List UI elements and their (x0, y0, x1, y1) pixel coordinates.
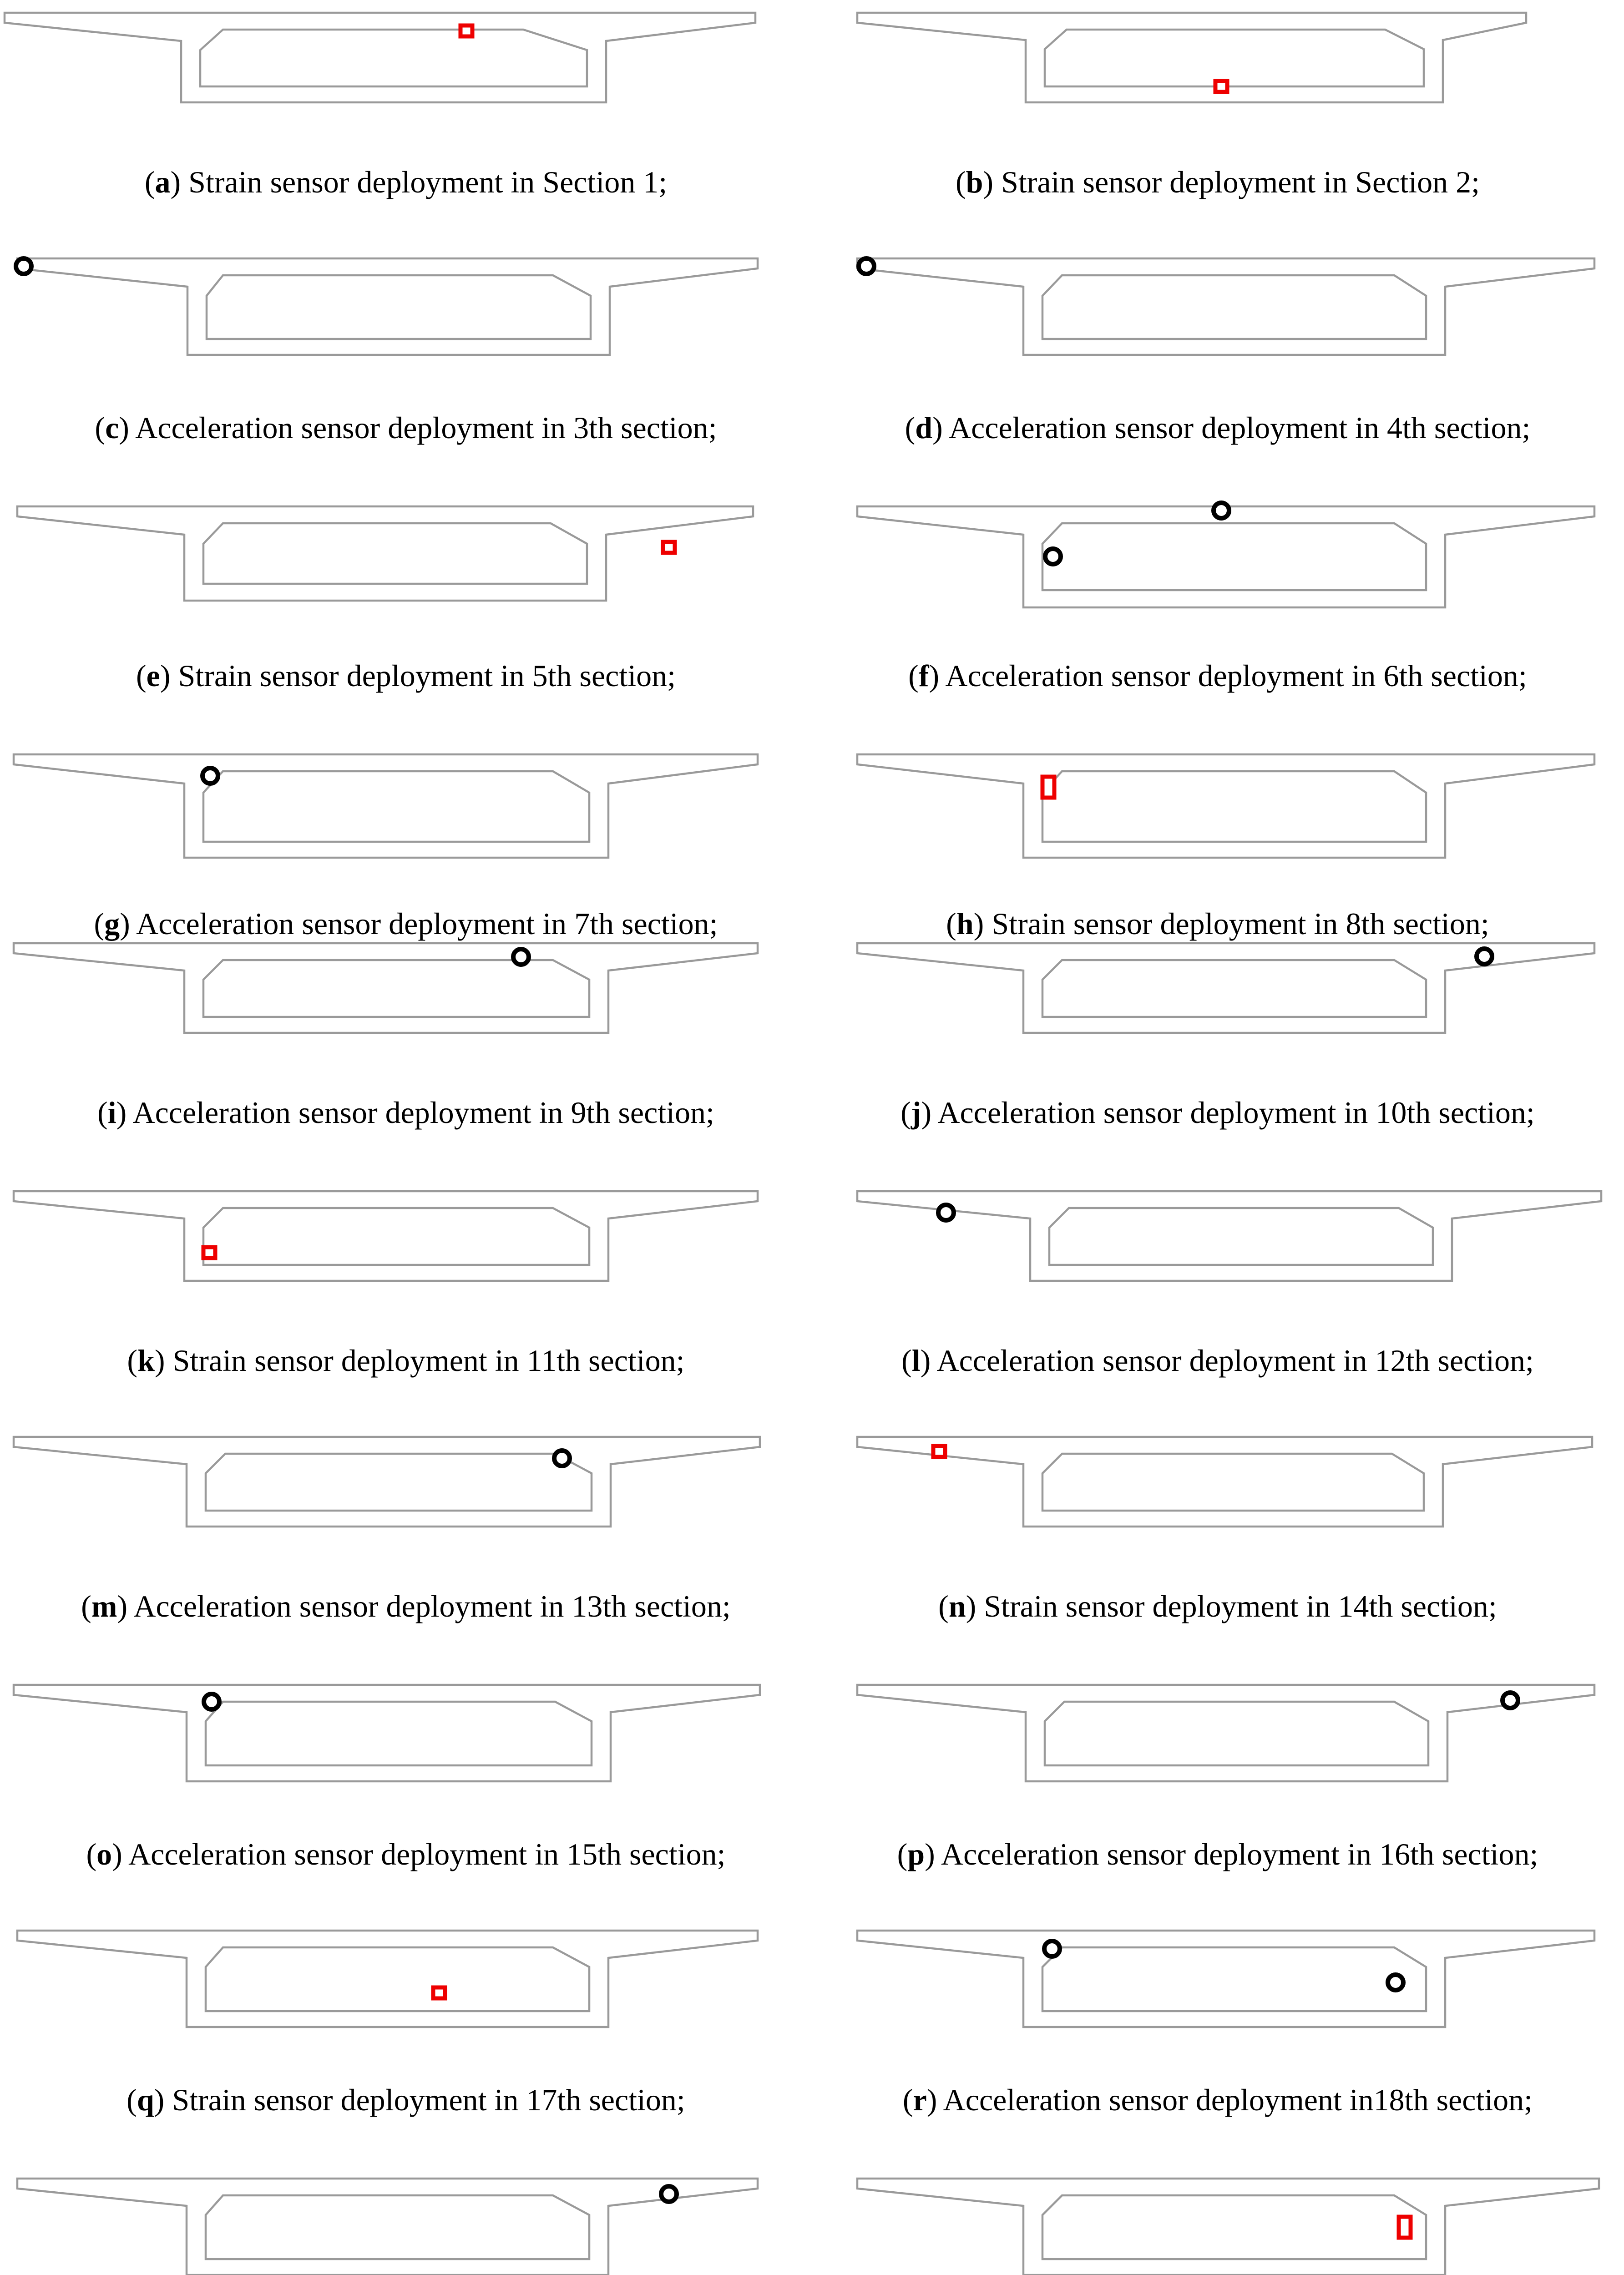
panel-letter: a (155, 165, 171, 199)
girder-outer-outline (857, 1191, 1601, 1281)
girder-inner-cell-outline (1042, 523, 1426, 590)
girder-outer-outline (857, 1685, 1594, 1781)
girder-inner-cell-outline (1042, 2195, 1426, 2259)
panel-caption-text: Strain sensor deployment in Section 2; (1001, 165, 1480, 199)
strain-sensor-marker (433, 1987, 445, 1998)
panel-letter: r (913, 2083, 927, 2117)
panel-d (812, 246, 1624, 491)
acceleration-sensor-marker (202, 768, 218, 784)
panel-f (812, 494, 1624, 739)
panel-caption-text: Acceleration sensor deployment in 3th section; (135, 410, 717, 445)
girder-outer-outline (17, 2179, 758, 2275)
panel-caption: (k) Strain sensor deployment in 11th section; (127, 1343, 685, 1378)
panel-caption: (c) Acceleration sensor deployment in 3th section; (95, 410, 717, 445)
box-girder-cross-section (812, 1918, 1624, 2054)
strain-sensor-marker (203, 1247, 215, 1258)
girder-outer-outline (17, 258, 758, 355)
panel-letter: o (96, 1837, 112, 1871)
girder-inner-cell-outline (1045, 1702, 1428, 1765)
panel-j (812, 930, 1624, 1176)
girder-inner-cell-outline (1042, 275, 1426, 339)
acceleration-sensor-marker (204, 1694, 219, 1709)
panel-caption-text: Strain sensor deployment in 8th section; (992, 906, 1489, 941)
girder-inner-cell-outline (206, 1947, 589, 2011)
girder-inner-cell-outline (206, 1702, 592, 1765)
panel-caption-text: Acceleration sensor deployment in 12th section; (936, 1343, 1534, 1378)
box-girder-cross-section (812, 1424, 1624, 1561)
panel-letter: l (911, 1343, 921, 1378)
acceleration-sensor-marker (661, 2186, 677, 2202)
panel-caption-text: Acceleration sensor deployment in 4th section; (948, 410, 1531, 445)
panel-letter: q (137, 2083, 154, 2117)
panel-caption: (p) Acceleration sensor deployment in 16th section; (897, 1837, 1538, 1871)
panel-caption-text: Acceleration sensor deployment in 7th section; (136, 906, 718, 941)
panel-letter: g (104, 906, 120, 941)
panel-caption: (f) Acceleration sensor deployment in 6th section; (908, 658, 1527, 693)
box-girder-cross-section (0, 2166, 812, 2275)
box-girder-cross-section (0, 1918, 812, 2054)
acceleration-sensor-marker (1045, 549, 1061, 564)
panel-caption-text: Strain sensor deployment in 17th section; (172, 2083, 685, 2117)
panel-caption-text: Acceleration sensor deployment in18th section; (943, 2083, 1533, 2117)
panel-letter: d (915, 410, 933, 445)
panel-caption-text: Acceleration sensor deployment in 13th section; (133, 1589, 731, 1623)
girder-inner-cell-outline (1045, 30, 1424, 86)
girder-inner-cell-outline (1042, 960, 1426, 1017)
acceleration-sensor-marker (513, 949, 529, 965)
panel-caption: (m) Acceleration sensor deployment in 13th section; (81, 1589, 731, 1623)
box-girder-cross-section (812, 1178, 1624, 1315)
panel-caption: (g) Acceleration sensor deployment in 7th section; (94, 906, 718, 941)
girder-outer-outline (857, 506, 1594, 607)
box-girder-cross-section (812, 742, 1624, 878)
panel-k (0, 1178, 812, 1424)
box-girder-cross-section (812, 0, 1624, 136)
panel-caption-text: Acceleration sensor deployment in 10th section; (937, 1095, 1535, 1130)
acceleration-sensor-marker (554, 1451, 570, 1466)
box-girder-cross-section (0, 1178, 812, 1315)
panel-letter: e (146, 658, 160, 693)
panel-letter: b (966, 165, 983, 199)
box-girder-cross-section (0, 246, 812, 382)
panel-t (812, 2166, 1624, 2275)
panel-caption-text: Strain sensor deployment in 14th section; (984, 1589, 1497, 1623)
panel-e (0, 494, 812, 739)
acceleration-sensor-marker (1503, 1693, 1518, 1708)
panel-caption: (d) Acceleration sensor deployment in 4th section; (905, 410, 1531, 445)
panel-caption-text: Strain sensor deployment in 11th section; (172, 1343, 685, 1378)
panel-caption: (b) Strain sensor deployment in Section 2; (955, 165, 1480, 199)
panel-m (0, 1424, 812, 1670)
box-girder-cross-section (812, 246, 1624, 382)
strain-sensor-marker (933, 1446, 945, 1457)
panel-letter: c (105, 410, 119, 445)
acceleration-sensor-marker (16, 258, 31, 274)
girder-outer-outline (857, 13, 1526, 102)
panel-q (0, 1918, 812, 2164)
girder-inner-cell-outline (203, 771, 589, 842)
girder-outer-outline (17, 1931, 758, 2027)
girder-outer-outline (14, 943, 758, 1033)
panel-a (0, 0, 812, 246)
panel-letter: j (911, 1095, 921, 1130)
panel-caption: (i) Acceleration sensor deployment in 9th section; (97, 1095, 714, 1130)
box-girder-cross-section (812, 1672, 1624, 1809)
box-girder-cross-section (0, 1424, 812, 1561)
panel-l (812, 1178, 1624, 1424)
girder-outer-outline (17, 506, 753, 601)
panel-caption-text: Strain sensor deployment in Section 1; (188, 165, 668, 199)
girder-inner-cell-outline (1042, 1454, 1424, 1511)
panel-letter: k (137, 1343, 155, 1378)
acceleration-sensor-marker (1044, 1941, 1060, 1956)
girder-outer-outline (857, 258, 1594, 355)
panel-caption: (r) Acceleration sensor deployment in18th section; (902, 2083, 1533, 2117)
strain-sensor-marker (1215, 81, 1227, 92)
panel-caption: (j) Acceleration sensor deployment in 10th section; (901, 1095, 1535, 1130)
panel-b (812, 0, 1624, 246)
panel-caption: (e) Strain sensor deployment in 5th section; (136, 658, 676, 693)
panel-n (812, 1424, 1624, 1670)
girder-outer-outline (14, 1191, 758, 1281)
box-girder-cross-section (0, 1672, 812, 1809)
panel-letter: h (956, 906, 974, 941)
girder-inner-cell-outline (200, 30, 587, 86)
panel-letter: i (107, 1095, 116, 1130)
panel-caption-text: Acceleration sensor deployment in 15th section; (128, 1837, 726, 1871)
panel-caption: (a) Strain sensor deployment in Section 1; (144, 165, 668, 199)
panel-caption: (n) Strain sensor deployment in 14th section; (938, 1589, 1497, 1623)
girder-outer-outline (14, 1437, 760, 1527)
acceleration-sensor-marker (859, 258, 874, 274)
panel-o (0, 1672, 812, 1918)
box-girder-cross-section (812, 930, 1624, 1067)
strain-sensor-marker (1042, 777, 1054, 798)
panel-letter: m (91, 1589, 117, 1623)
panel-caption: (q) Strain sensor deployment in 17th section; (126, 2083, 685, 2117)
panel-i (0, 930, 812, 1176)
panel-letter: n (948, 1589, 966, 1623)
panel-caption-text: Strain sensor deployment in 5th section; (178, 658, 676, 693)
box-girder-cross-section (0, 742, 812, 878)
girder-inner-cell-outline (206, 1454, 592, 1511)
girder-inner-cell-outline (203, 1208, 589, 1265)
box-girder-cross-section (812, 2166, 1624, 2275)
panel-caption-text: Acceleration sensor deployment in 16th section; (941, 1837, 1538, 1871)
girder-inner-cell-outline (1042, 771, 1426, 842)
acceleration-sensor-marker (938, 1205, 954, 1220)
acceleration-sensor-marker (1214, 503, 1229, 518)
panel-r (812, 1918, 1624, 2164)
panel-p (812, 1672, 1624, 1918)
girder-inner-cell-outline (207, 275, 591, 339)
strain-sensor-marker (1399, 2217, 1411, 2238)
panel-s (0, 2166, 812, 2275)
panel-letter: p (907, 1837, 925, 1871)
girder-outer-outline (857, 1437, 1592, 1527)
box-girder-cross-section (0, 0, 812, 136)
box-girder-cross-section (812, 494, 1624, 630)
girder-inner-cell-outline (206, 2195, 589, 2259)
panel-letter: f (918, 658, 929, 693)
girder-outer-outline (5, 13, 755, 102)
panel-caption: (l) Acceleration sensor deployment in 12th section; (901, 1343, 1534, 1378)
panel-c (0, 246, 812, 491)
girder-outer-outline (14, 1685, 760, 1781)
acceleration-sensor-marker (1477, 949, 1492, 964)
panel-caption: (o) Acceleration sensor deployment in 15th section; (86, 1837, 726, 1871)
panel-caption-text: Acceleration sensor deployment in 9th section; (132, 1095, 714, 1130)
panel-caption: (h) Strain sensor deployment in 8th section; (946, 906, 1489, 941)
girder-inner-cell-outline (203, 960, 589, 1017)
strain-sensor-marker (663, 542, 675, 553)
box-girder-cross-section (0, 494, 812, 630)
girder-inner-cell-outline (1042, 1947, 1426, 2011)
strain-sensor-marker (460, 25, 472, 36)
girder-inner-cell-outline (1049, 1208, 1433, 1265)
panel-caption-text: Acceleration sensor deployment in 6th section; (945, 658, 1527, 693)
girder-outer-outline (857, 1931, 1594, 2027)
girder-inner-cell-outline (203, 523, 587, 584)
acceleration-sensor-marker (1388, 1975, 1403, 1990)
box-girder-cross-section (0, 930, 812, 1067)
girder-outer-outline (857, 2179, 1599, 2275)
